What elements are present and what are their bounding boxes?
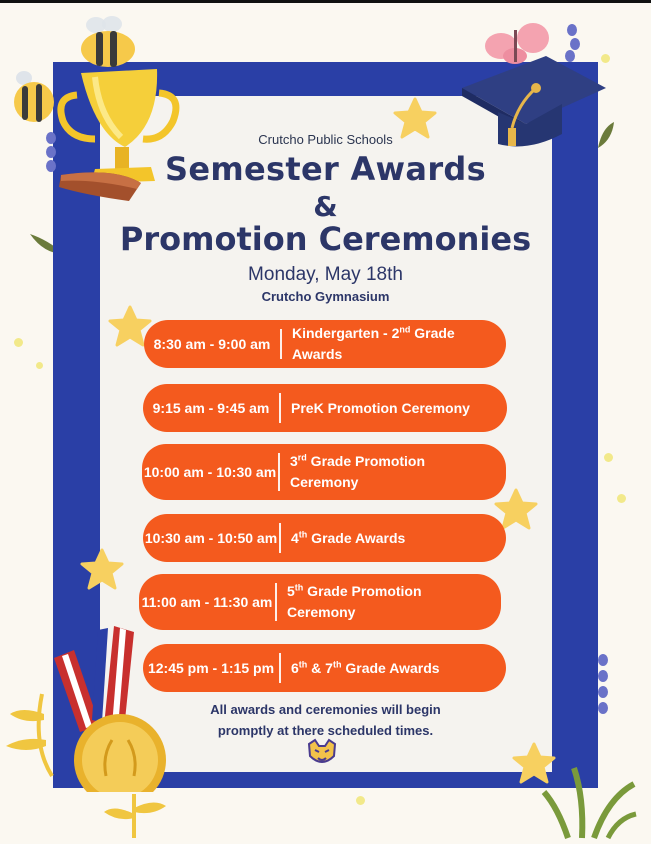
lavender-icon	[596, 652, 610, 718]
footer-note-line-2: promptly at there scheduled times.	[217, 723, 434, 738]
schedule-row	[143, 384, 507, 432]
plant-icon	[100, 784, 170, 840]
confetti-dot	[356, 796, 365, 805]
star-icon	[80, 548, 124, 590]
top-border	[0, 0, 651, 3]
event-venue: Crutcho Gymnasium	[261, 289, 390, 304]
confetti-dot	[617, 494, 626, 503]
schedule-row	[143, 514, 506, 562]
plant-icon	[2, 684, 62, 780]
row-divider	[275, 583, 277, 621]
plant-icon	[538, 748, 638, 840]
schedule-row	[144, 320, 506, 368]
schedule-row	[142, 444, 506, 500]
schedule-row	[139, 574, 501, 630]
schedule-time: 10:30 am - 10:50 am	[144, 529, 278, 546]
page-title-ampersand: &	[313, 190, 338, 223]
confetti-dot	[36, 362, 43, 369]
page-title-line-1: Semester Awards	[165, 150, 486, 188]
tiger-logo-icon	[305, 738, 339, 768]
event-date: Monday, May 18th	[248, 264, 403, 285]
schedule-time: 9:15 am - 9:45 am	[152, 399, 270, 416]
row-divider	[278, 453, 280, 491]
row-divider	[279, 523, 281, 553]
schedule-event: 5th Grade Promotion Ceremony	[287, 582, 422, 620]
confetti-dot	[604, 453, 613, 462]
row-divider	[279, 393, 281, 423]
footer-note-line-1: All awards and ceremonies will begin	[210, 702, 441, 717]
schedule-time: 8:30 am - 9:00 am	[153, 335, 271, 352]
organization-name: Crutcho Public Schools	[258, 132, 393, 147]
schedule-event: 4th Grade Awards	[291, 528, 406, 546]
row-divider	[280, 329, 282, 359]
page-title-line-2: Promotion Ceremonies	[119, 220, 532, 258]
schedule-time: 12:45 pm - 1:15 pm	[147, 659, 275, 676]
schedule-event: 3rd Grade Promotion Ceremony	[290, 452, 426, 490]
row-divider	[279, 653, 281, 683]
bee-icon	[10, 68, 58, 126]
confetti-dot	[14, 338, 23, 347]
schedule-time: 11:00 am - 11:30 am	[141, 593, 273, 610]
schedule-event: Kindergarten - 2nd Grade Awards	[292, 324, 455, 362]
schedule-event: PreK Promotion Ceremony	[291, 399, 470, 416]
schedule-row	[143, 644, 506, 692]
schedule-event: 6th & 7th Grade Awards	[291, 658, 440, 676]
schedule-time: 10:00 am - 10:30 am	[143, 463, 277, 480]
